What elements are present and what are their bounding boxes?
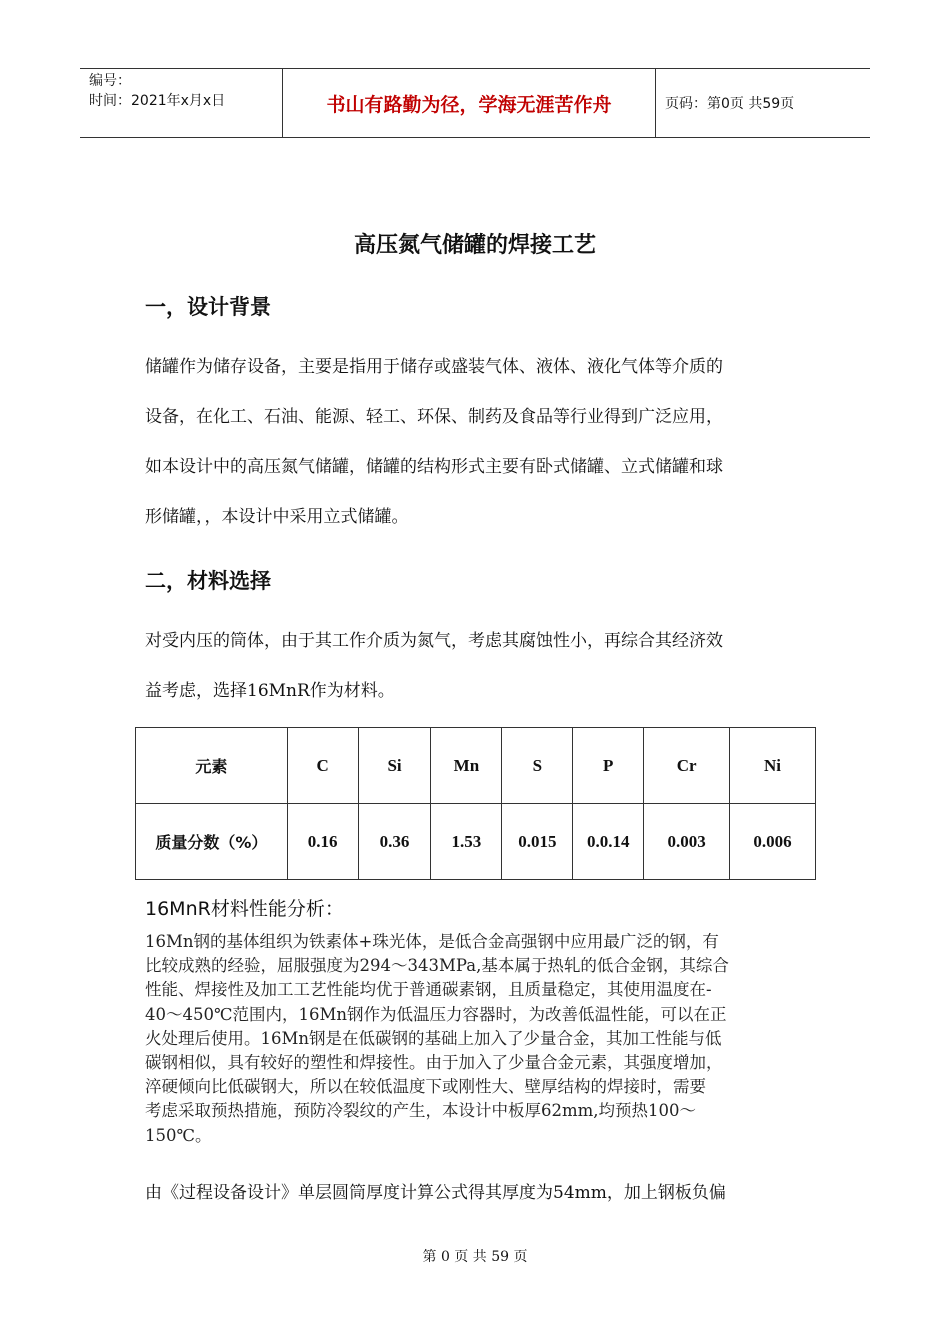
header-table — [80, 68, 870, 138]
section-material-body — [145, 629, 815, 729]
analysis-heading: 16MnR材料性能分析： — [145, 898, 344, 920]
section-heading-material: 二，材料选择 — [145, 569, 271, 593]
element-cell: Cr — [644, 728, 730, 804]
element-cell: Si — [358, 728, 431, 804]
analysis-line: 火处理后使用。16Mn钢是在低碳钢的基础上加入了少量合金，其加工性能与低 — [145, 1028, 722, 1048]
table-row — [136, 804, 816, 880]
page-footer: 第 0 页 共 59 页 — [422, 1249, 528, 1265]
header-page-info: 页码：第0页 共59页 — [665, 96, 795, 112]
element-cell: Mn — [431, 728, 502, 804]
element-cell: C — [287, 728, 358, 804]
element-cell: Ni — [730, 728, 816, 804]
table-row-label: 质量分数（%） — [136, 804, 288, 880]
analysis-line: 碳钢相似，具有较好的塑性和焊接性。由于加入了少量合金元素，其强度增加， — [145, 1053, 723, 1073]
paragraph-line: 如本设计中的高压氮气储罐，储罐的结构形式主要有卧式储罐、立式储罐和球 — [145, 457, 723, 477]
analysis-line: 150℃。 — [145, 1125, 212, 1145]
element-cell: P — [573, 728, 644, 804]
value-cell: 0.015 — [502, 804, 573, 880]
value-cell: 0.0.14 — [573, 804, 644, 880]
thickness-paragraph: 由《过程设备设计》单层圆筒厚度计算公式得其厚度为54mm，加上钢板负偏 — [145, 1183, 726, 1203]
element-cell: S — [502, 728, 573, 804]
paragraph-line: 对受内压的筒体，由于其工作介质为氮气，考虑其腐蚀性小，再综合其经济效 — [145, 631, 723, 651]
analysis-line: 性能、焊接性及加工工艺性能均优于普通碳素钢，且质量稳定，其使用温度在- — [145, 980, 712, 1000]
number-label: 编号： — [89, 73, 131, 89]
value-cell: 0.36 — [358, 804, 431, 880]
section-heading-background: 一，设计背景 — [145, 295, 271, 319]
value-cell: 1.53 — [431, 804, 502, 880]
composition-table — [135, 727, 816, 880]
header-motto: 书山有路勤为径，学海无涯苦作舟 — [282, 69, 656, 137]
paragraph-line: 储罐作为储存设备，主要是指用于储存或盛装气体、液体、液化气体等介质的 — [145, 357, 723, 377]
value-cell: 0.003 — [644, 804, 730, 880]
header-meta — [80, 69, 282, 137]
value-cell: 0.006 — [730, 804, 816, 880]
time-label: 时间：2021年x月x日 — [89, 93, 226, 109]
analysis-line: 淬硬倾向比低碳钢大，所以在较低温度下或刚性大、壁厚结构的焊接时，需要 — [145, 1077, 706, 1097]
paragraph-line: 设备，在化工、石油、能源、轻工、环保、制药及食品等行业得到广泛应用， — [145, 407, 723, 427]
analysis-line: 16Mn钢的基体组织为铁素体+珠光体，是低合金高强钢中应用最广泛的钢，有 — [145, 932, 719, 951]
table-header-label: 元素 — [136, 728, 288, 804]
section-background-body — [145, 355, 815, 555]
value-cell: 0.16 — [287, 804, 358, 880]
analysis-line: 考虑采取预热措施，预防冷裂纹的产生，本设计中板厚62mm,均预热100～ — [145, 1101, 697, 1121]
analysis-line: 比较成熟的经验，屈服强度为294～343MPa,基本属于热轧的低合金钢，其综合 — [145, 956, 729, 976]
analysis-body — [145, 930, 810, 1148]
analysis-line: 40～450℃范围内，16Mn钢作为低温压力容器时，为改善低温性能，可以在正 — [145, 1004, 727, 1024]
document-title: 高压氮气储罐的焊接工艺 — [353, 233, 596, 258]
paragraph-line: 益考虑，选择16MnR作为材料。 — [145, 681, 395, 701]
paragraph-line: 形储罐，，本设计中采用立式储罐。 — [145, 507, 409, 527]
table-row — [136, 728, 816, 804]
